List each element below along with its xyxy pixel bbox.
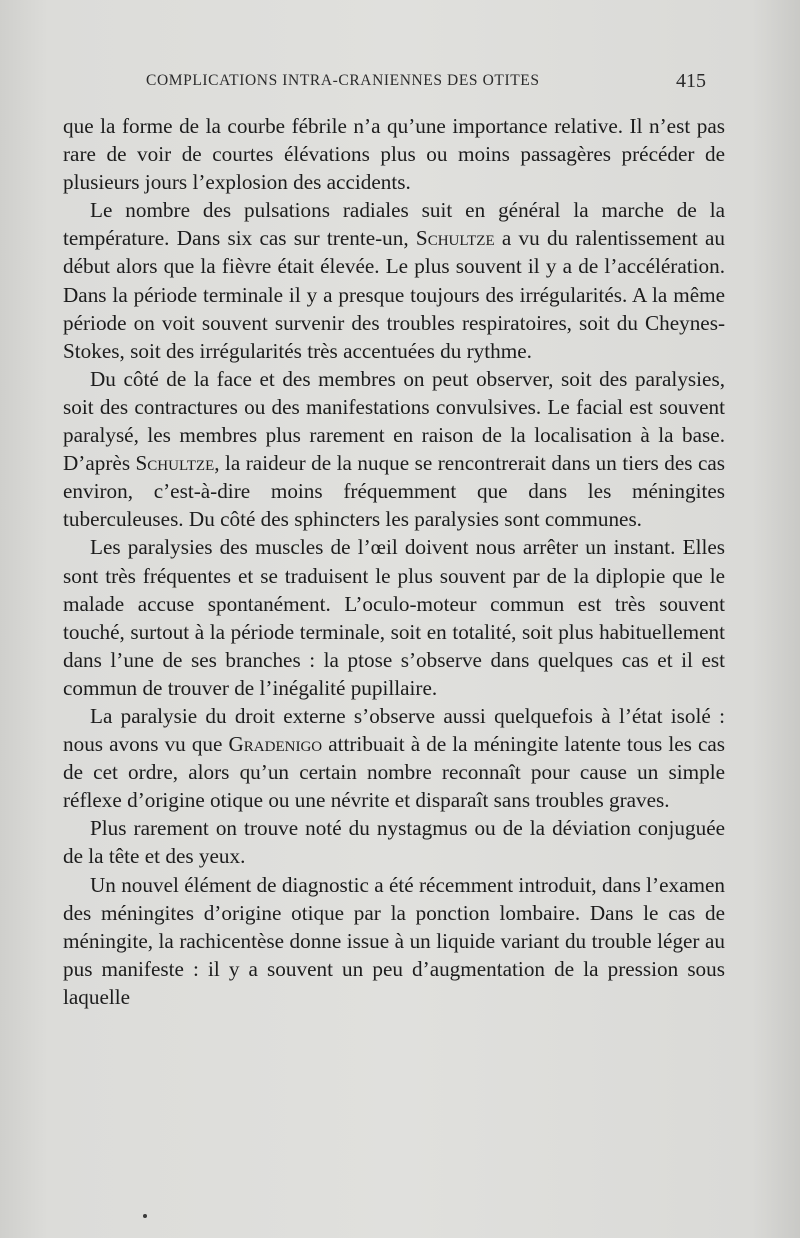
paragraph-6-text: Plus rarement on trouve noté du nystagmus ou de la déviation conjuguée de la tête et des yeux.: [63, 816, 725, 869]
paper-speck: [143, 1214, 147, 1218]
paragraph-2-text-a: Le nombre des pulsations radiales suit en général la marche de la température. Dans six cas sur trente-un,: [63, 198, 725, 251]
paragraph-4: [63, 533, 725, 702]
paragraph-6: [63, 814, 725, 870]
paragraph-3: [63, 365, 725, 534]
paragraph-2-text-b: a vu du ralentissement au début alors que la fièvre était élevée. Le plus souvent il y a de l’accélération. Dans la période terminale il y a presque toujours des irrégularités. A la même période on voit souvent survenir des troubles respiratoires, soit du Cheynes-Stokes, soit des irrégularités très accentuées du rythme.: [63, 226, 725, 363]
paragraph-5: [63, 702, 725, 814]
paragraph-7-text: Un nouvel élément de diagnostic a été récemment introduit, dans l’examen des méningites d’origine otique par la ponction lombaire. Dans le cas de méningite, la rachicentèse donne issue à un liquide variant du trouble léger au pus manifeste : il y a souvent un peu d’augmentation de la pression sous laquelle: [63, 872, 725, 1009]
paragraph-5-text-b: attribuait à de la méningite latente tous les cas de cet ordre, alors qu’un certain nombre reconnaît pour cause un simple réflexe d’origine otique ou une névrite et disparaît sans troubles graves.: [63, 732, 725, 813]
body-text: [63, 112, 725, 1011]
paragraph-7: [63, 871, 725, 1011]
paragraph-5-text-a: La paralysie du droit externe s’observe aussi quelquefois à l’état isolé : nous avons vu que: [63, 703, 725, 757]
author-name-schultze: Schultze: [135, 451, 215, 476]
author-name-gradenigo: Gradenigo: [228, 732, 323, 757]
paragraph-1-text: que la forme de la courbe fébrile n’a qu’une importance relative. Il n’est pas rare de voir de courtes élévations plus ou moins passagères précéder de plusieurs jours l’explosion des accidents.: [63, 114, 725, 195]
paragraph-2: [63, 196, 725, 365]
paragraph-1: [63, 112, 725, 196]
author-name-schultze: Schultze: [415, 226, 495, 251]
running-title: COMPLICATIONS INTRA-CRANIENNES DES OTITES: [146, 72, 540, 89]
paragraph-3-text-b: , la raideur de la nuque se rencontrerait dans un tiers des cas environ, c’est-à-dire moins fréquemment que dans les méningites tuberculeuses. Du côté des sphincters les paralysies sont communes.: [63, 451, 725, 532]
paragraph-4-text: Les paralysies des muscles de l’œil doivent nous arrêter un instant. Elles sont très fréquentes et se traduisent le plus souvent par de la diplopie que le malade accuse spontanément. L’oculo-moteur commun est très souvent touché, surtout à la période terminale, soit en totalité, soit plus habituellement dans l’une de ses branches : la ptose s’observe dans quelques cas et il est commun de trouver de l’inégalité pupillaire.: [63, 535, 725, 700]
page-number: 415: [676, 70, 706, 92]
paragraph-3-text-a: Du côté de la face et des membres on peut observer, soit des paralysies, soit des contractures ou des manifestations convulsives. Le facial est souvent paralysé, les membres plus rarement en raison de la localisation à la base. D’après: [63, 366, 725, 476]
